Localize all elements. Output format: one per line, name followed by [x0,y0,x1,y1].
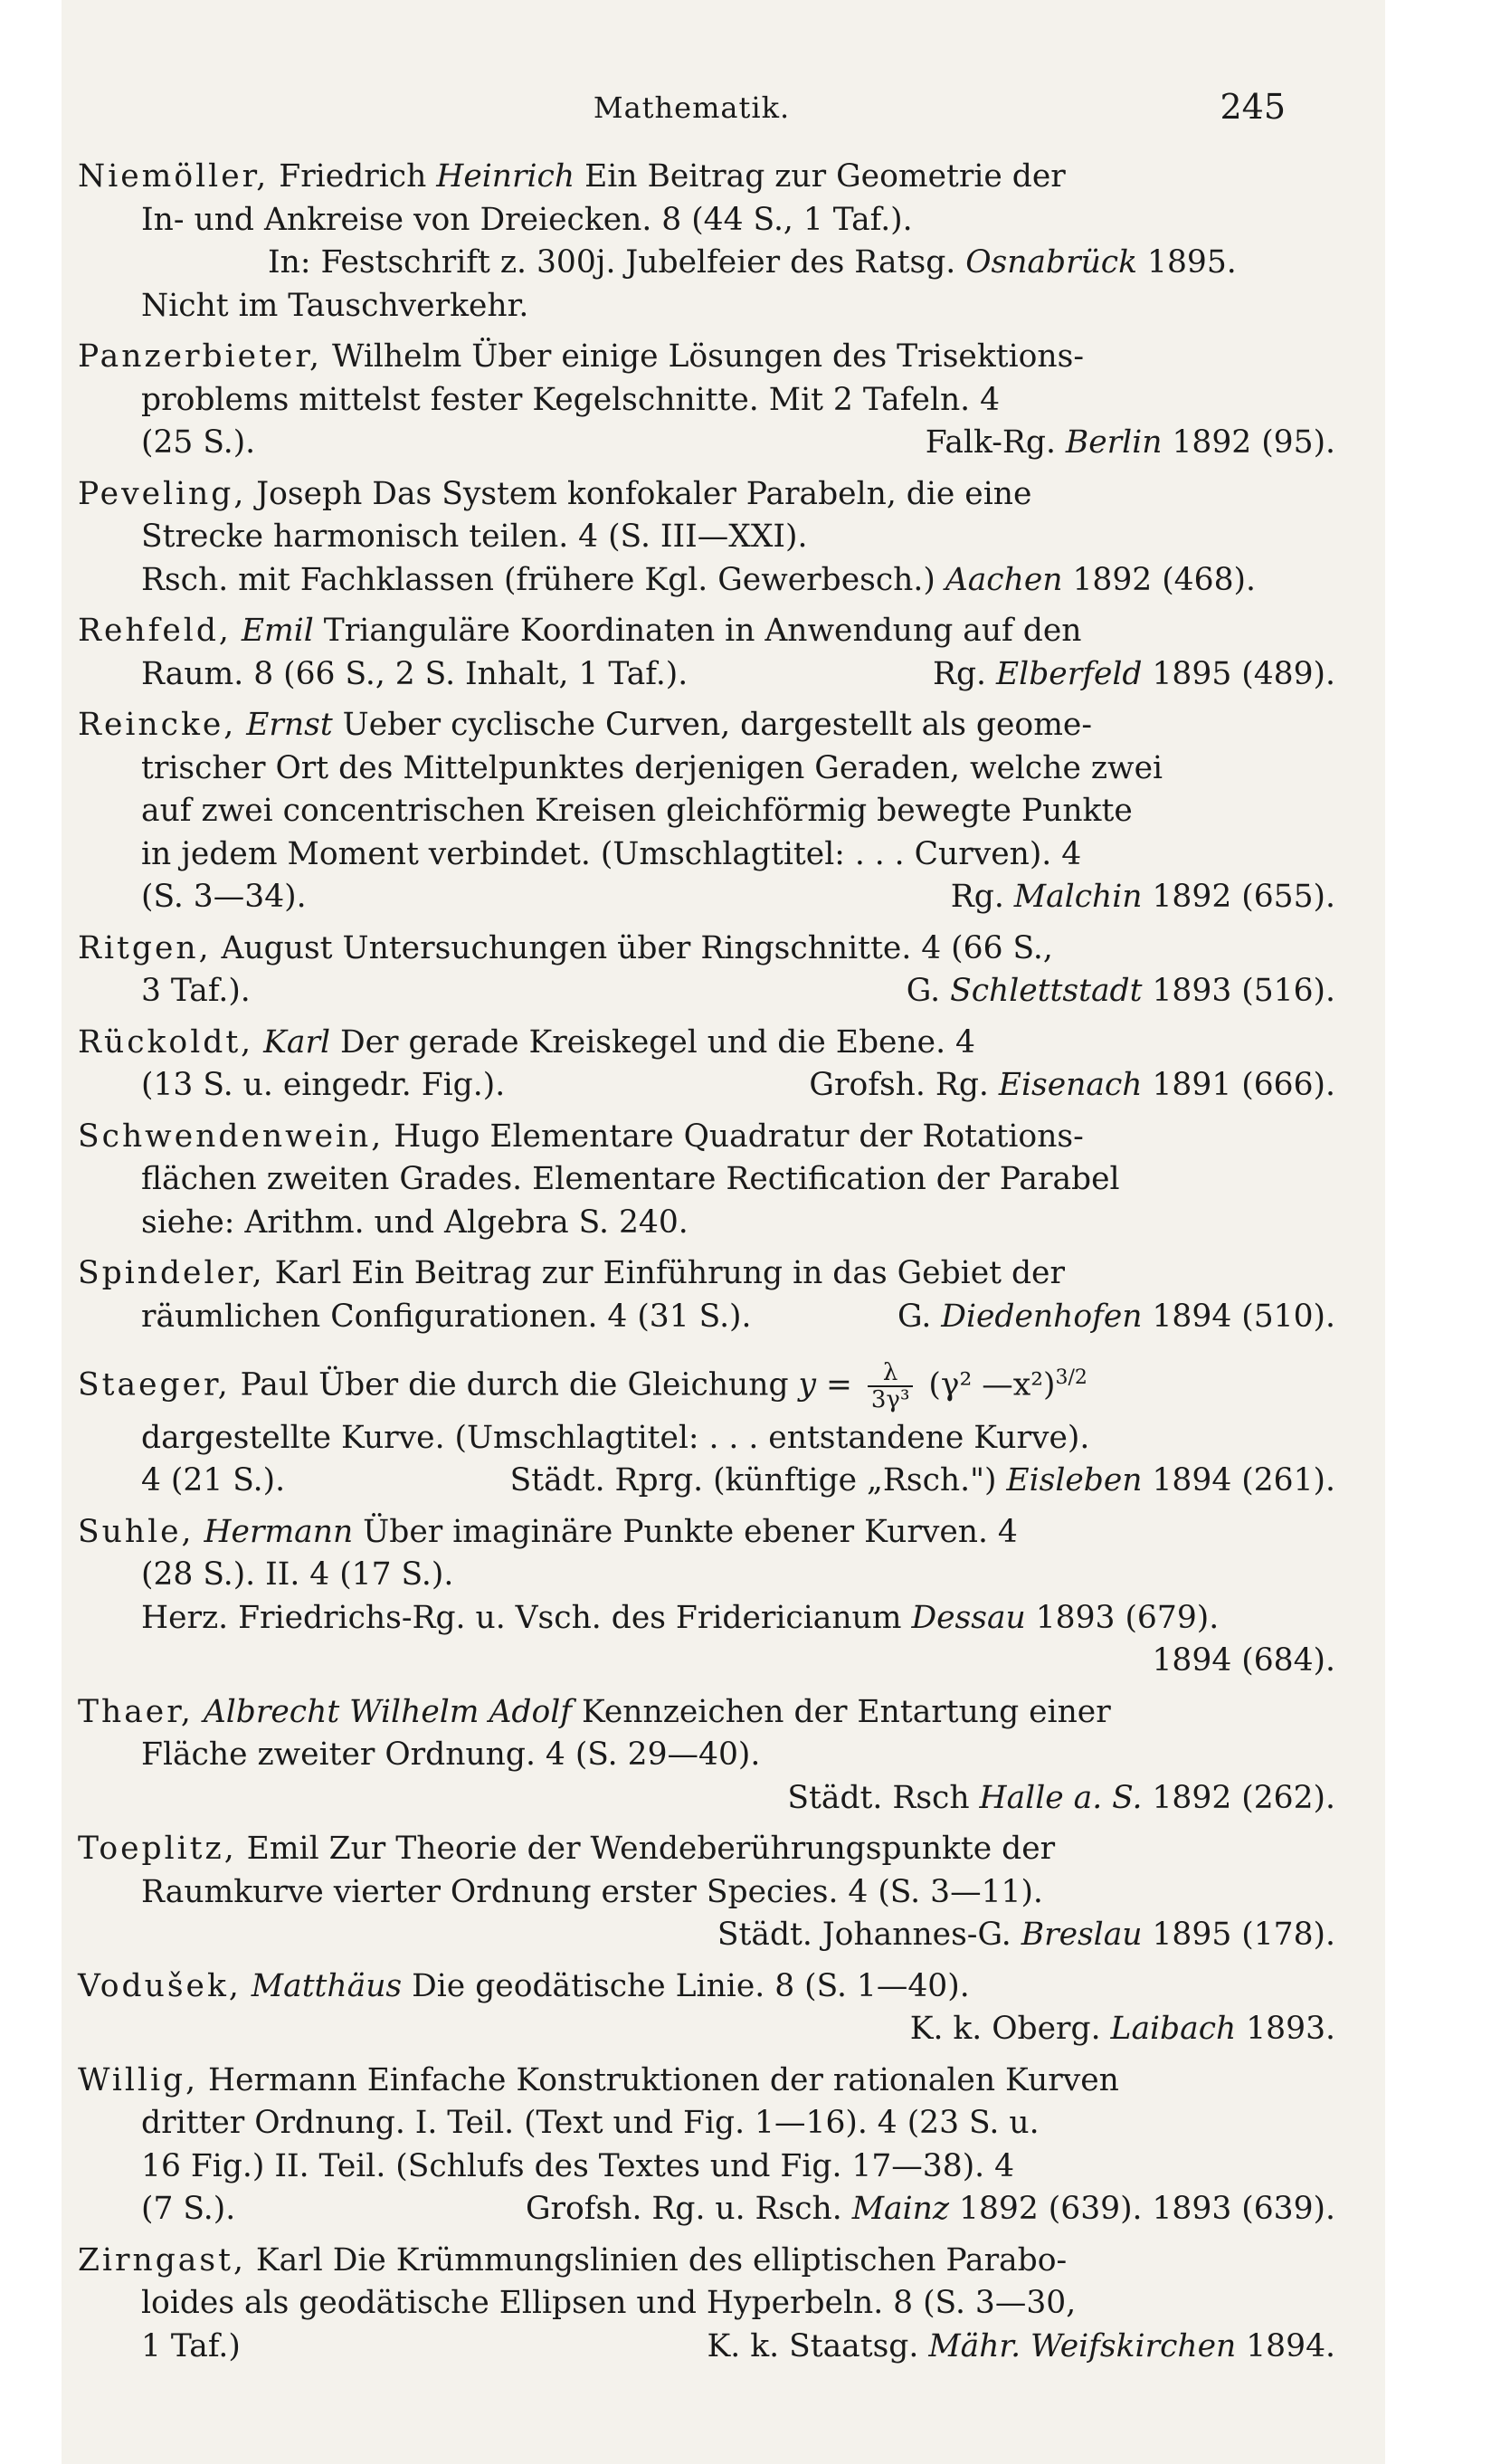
entry-school: Rg. [932,655,987,692]
entry-title: Die geodätische Linie. 8 (S. 1—40). [412,1967,970,2004]
author-given: Ernst [246,707,333,743]
bibliography-entry [78,1346,1344,1503]
entry-year: 1892 (262). [1152,1779,1335,1816]
entry-title: Der gerade Kreiskegel und die Ebene. 4 [339,1023,975,1061]
entry-extent: räumlichen Configurationen. 4 (31 S.). [141,1298,752,1335]
bibliography-entry [78,704,1344,919]
entry-place: Halle a. S. [979,1779,1143,1816]
author-given: Karl [263,1023,330,1061]
entry-place: Osnabrück [965,244,1138,281]
entry-school: Rsch. mit Fachklassen (frühere Kgl. Gewerbesch.) [141,561,935,598]
entry-place: Berlin [1065,424,1163,461]
entry-school: Herz. Friedrichs-Rg. u. Vsch. des Fridericianum [141,1599,902,1636]
entry-place: Elberfeld [995,655,1143,692]
author-surname: Rehfeld, [78,613,232,649]
entry-extent: (7 S.). [141,2191,236,2227]
entry-line: in jedem Moment verbindet. (Umschlagtitel: . . . Curven). 4 [141,835,1082,872]
entry-line: siehe: Arithm. und Algebra S. 240. [141,1203,689,1241]
entry-title: Ein Beitrag zur Geometrie der [584,158,1066,195]
entry-line: trischer Ort des Mittelpunktes derjenigen Geraden, welche zwei [141,749,1163,786]
entry-year: 1893 (516). [1152,973,1335,1009]
author-surname: Schwendenwein, [78,1118,385,1155]
bibliography-entry [78,1965,1344,2051]
page-header [98,87,1286,136]
entry-title: Einfache Konstruktionen der rationalen Kurven [366,2061,1119,2098]
entry-year: 1892 (655). [1152,879,1335,915]
entry-year: 1895 (489). [1152,655,1335,692]
entry-school: Städt. Rsch [787,1779,970,1816]
author-surname: Peveling, [78,475,247,512]
bibliography-entry [78,473,1344,603]
entry-year: 1892 (468). [1072,561,1256,598]
entry-year: 1894. [1246,2327,1335,2364]
fraction-numerator: λ [868,1360,914,1387]
entry-title: Ein Beitrag zur Einführung in das Gebiet der [351,1255,1065,1291]
entry-extent: 1 Taf.) [141,2327,241,2364]
page-number: 245 [1220,87,1286,127]
author-given: Hugo [394,1118,480,1155]
equation-exponent: 3/2 [1055,1366,1087,1389]
entry-title: Untersuchungen über Ringschnitte. 4 (66 S., [342,929,1053,966]
entry-school: Grofsh. Rg. [809,1067,989,1103]
entry-extent: (S. 3—34). [141,879,307,915]
entry-line: loides als geodätische Ellipsen und Hyperbeln. 8 (S. 3—30, [141,2285,1077,2321]
author-given: August [221,929,333,966]
author-surname: Zirngast, [78,2241,246,2278]
bibliography-entry [78,1691,1344,1821]
entry-place: Laibach [1110,2011,1237,2047]
entry-note: Nicht im Tauschverkehr. [141,287,529,324]
author-given: Joseph [256,475,363,512]
fraction-denominator: 3γ³ [870,1386,910,1413]
entry-place: Schlettstadt [950,973,1143,1009]
bibliography-list [78,156,1344,2376]
entry-school: Städt. Rprg. (künftige „Rsch.") [509,1462,997,1498]
entry-school: G. [897,1298,932,1335]
entry-line: (28 S.). II. 4 (17 S.). [141,1556,454,1593]
entry-year: 1892 (639). 1893 (639). [959,2191,1335,2227]
author-surname: Spindeler, [78,1255,265,1291]
author-surname: Willig, [78,2061,199,2098]
entry-year: 1894 (261). [1152,1462,1335,1498]
bibliography-entry [78,1511,1344,1683]
entry-year: 1895 (178). [1152,1917,1335,1953]
entry-title: Über die durch die Gleichung [318,1366,789,1403]
entry-year: 1895. [1147,244,1237,281]
running-head: Mathematik. [593,90,791,125]
entry-line: In- und Ankreise von Dreiecken. 8 (44 S., 1 Taf.). [141,201,913,238]
entry-extent: (25 S.). [141,424,256,461]
entry-year: 1894 (510). [1152,1298,1335,1335]
author-given: Karl [255,2241,323,2278]
entry-title: Trianguläre Koordinaten in Anwendung auf den [323,613,1082,649]
author-given: Albrecht Wilhelm Adolf [203,1693,573,1730]
author-given: Emil [241,613,314,649]
author-given: Matthäus [251,1967,403,2004]
entry-year: 1893. [1246,2011,1335,2047]
entry-year: 1893 (679). [1035,1599,1220,1636]
bibliography-entry [78,1022,1344,1108]
entry-place: Aachen [945,561,1063,598]
bibliography-entry [78,2240,1344,2369]
entry-place: Diedenhofen [941,1298,1143,1335]
entry-place: Eisleben [1006,1462,1143,1498]
entry-title: Kennzeichen der Entartung einer [582,1693,1111,1730]
entry-school: Rg. [950,879,1004,915]
author-surname: Thaer, [78,1693,194,1730]
book-page [62,0,1385,2464]
entry-school: G. [906,973,941,1009]
bibliography-entry [78,2060,1344,2231]
entry-title: Über einige Lösungen des Trisektions- [471,338,1084,375]
author-given: Heinrich [436,158,575,195]
entry-title: Das System konfokaler Parabeln, die eine [372,475,1032,512]
entry-title: Über imaginäre Punkte ebener Kurven. 4 [363,1513,1018,1550]
author-given: Paul [240,1366,309,1403]
entry-title: Zur Theorie der Wendeberührungspunkte der [328,1831,1056,1867]
entry-line: flächen zweiten Grades. Elementare Rectification der Parabel [141,1161,1120,1197]
entry-place: Breslau [1021,1917,1143,1953]
entry-title: Elementare Quadratur der Rotations- [489,1118,1084,1155]
author-given: Wilhelm [332,338,462,375]
entry-line: dritter Ordnung. I. Teil. (Text und Fig. 1—16). 4 (23 S. u. [141,2105,1040,2141]
entry-line: Strecke harmonisch teilen. 4 (S. III—XXI). [141,518,808,555]
equation-rest: (γ² —x²) [928,1366,1056,1403]
author-surname: Rückoldt, [78,1023,254,1061]
entry-place: Mainz [851,2191,950,2227]
entry-place: Dessau [911,1599,1026,1636]
entry-extent: 4 (21 S.). [141,1462,286,1498]
bibliography-entry [78,336,1344,465]
author-given: Emil [246,1831,319,1867]
entry-year: 1892 (95). [1172,424,1335,461]
entry-line: 16 Fig.) II. Teil. (Schlufs des Textes und Fig. 17—38). 4 [141,2147,1015,2184]
equation-fraction [868,1360,914,1413]
entry-title: Ueber cyclische Curven, dargestellt als geome- [342,707,1092,743]
entry-place: Mähr. Weifskirchen [928,2327,1237,2364]
entry-school: Städt. Johannes-G. [717,1917,1011,1953]
author-surname: Niemöller, [78,158,270,195]
author-surname: Vodušek, [78,1967,242,2004]
bibliography-entry [78,1116,1344,1245]
bibliography-entry [78,1252,1344,1338]
author-surname: Toeplitz, [78,1831,237,1867]
entry-school: Falk-Rg. [925,424,1056,461]
entry-title: Die Krümmungslinien des elliptischen Parabo- [332,2241,1068,2278]
author-given: Hermann [204,1513,354,1550]
author-surname: Ritgen, [78,929,212,966]
author-surname: Panzerbieter, [78,338,323,375]
entry-school: Grofsh. Rg. u. Rsch. [525,2191,842,2227]
entry-extent: (13 S. u. eingedr. Fig.). [141,1067,506,1103]
bibliography-entry [78,610,1344,696]
entry-extent: 3 Taf.). [141,973,251,1009]
author-surname: Staeger, [78,1366,231,1403]
entry-publication: In: Festschrift z. 300j. Jubelfeier des Ratsg. [268,244,956,281]
entry-line: problems mittelst fester Kegelschnitte. Mit 2 Tafeln. 4 [141,381,1001,418]
equation-lhs: y = [798,1366,852,1403]
entry-extent: Raum. 8 (66 S., 2 S. Inhalt, 1 Taf.). [141,655,689,692]
entry-school: K. k. Oberg. [909,2011,1101,2047]
entry-line: dargestellte Kurve. (Umschlagtitel: . . . entstandene Kurve). [141,1419,1090,1456]
entry-line: Raumkurve vierter Ordnung erster Species. 4 (S. 3—11). [141,1873,1043,1910]
author-given: Hermann [208,2061,357,2098]
entry-year: 1894 (684). [1152,1642,1335,1679]
bibliography-entry [78,156,1344,328]
author-surname: Suhle, [78,1513,195,1550]
entry-place: Malchin [1013,879,1143,915]
bibliography-entry [78,1828,1344,1957]
author-surname: Reincke, [78,707,237,743]
bibliography-entry [78,928,1344,1013]
entry-line: Fläche zweiter Ordnung. 4 (S. 29—40). [141,1736,761,1773]
entry-year: 1891 (666). [1152,1067,1335,1103]
entry-place: Eisenach [998,1067,1143,1103]
entry-school: K. k. Staatsg. [707,2327,919,2364]
author-given: Friedrich [279,158,427,195]
author-given: Karl [274,1255,342,1291]
entry-line: auf zwei concentrischen Kreisen gleichförmig bewegte Punkte [141,793,1133,829]
